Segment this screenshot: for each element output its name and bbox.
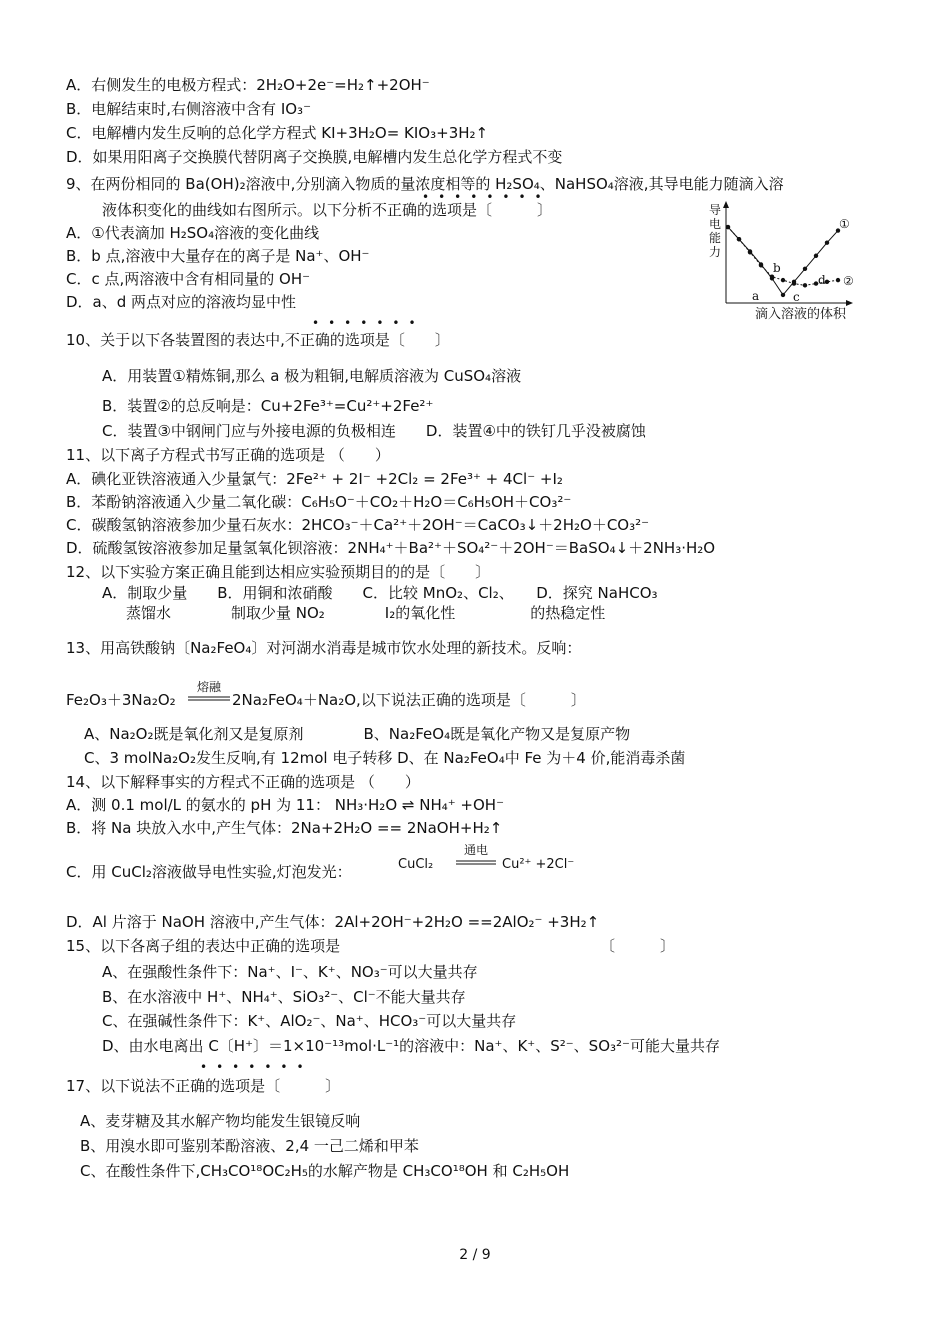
chart-ylabel-2: 电 [709, 217, 722, 231]
chart-series-2-point [781, 278, 785, 282]
q15-answer-bracket: 〔 〕 [600, 937, 676, 955]
chart-ylabel-4: 力 [709, 245, 722, 259]
q17-option-b: B、用溴水即可鉴别苯酚溶液、2,4 一己二烯和甲苯 [80, 1137, 419, 1155]
q11-option-c: C．碳酸氢钠溶液参加少量石灰水：2HCO₃⁻＋Ca²⁺＋2OH⁻＝CaCO₃↓＋2H₂O＋CO₃²⁻ [66, 516, 650, 534]
electrify-condition: 通电 [463, 843, 488, 857]
q17-option-c: C、在酸性条件下,CH₃CO¹⁸OC₂H₅的水解产物是 CH₃CO¹⁸OH 和 C₂H₅OH [80, 1162, 570, 1180]
q14-c-products: Cu²⁺ +2Cl⁻ [502, 857, 575, 872]
q17-option-a: A、麦芽糖及其水解产物均能发生银镜反响 [80, 1112, 361, 1130]
chart-series-2-point [748, 250, 752, 254]
equals-sign-icon [188, 696, 230, 702]
chart-xlabel: 滴入溶液的体积 [755, 307, 847, 322]
page-number: 2 / 9 [459, 1247, 491, 1263]
chart-series-2-point [737, 237, 741, 241]
q11-stem: 11、以下离子方程式书写正确的选项是 （ ） [66, 446, 390, 464]
fusion-condition: 熔融 [196, 680, 221, 694]
q9-option-c: C．c 点,两溶液中含有相同量的 OH⁻ [66, 270, 311, 288]
q10-option-a: A．用装置①精炼铜,那么 a 极为粗铜,电解质溶液为 CuSO₄溶液 [102, 367, 522, 385]
q15-option-a: A、在强酸性条件下：Na⁺、I⁻、K⁺、NO₃⁻可以大量共存 [102, 963, 478, 981]
chart-series-2-point [726, 225, 730, 229]
q10-option-b: B．装置②的总反响是：Cu+2Fe³⁺=Cu²⁺+2Fe²⁺ [102, 397, 434, 415]
chart-ylabel-3: 能 [709, 231, 722, 245]
q17-stem: 17、以下说法不正确的选项是〔 〕 [66, 1077, 341, 1095]
chart-annotation-a: a [752, 289, 760, 303]
equals-sign-icon [456, 860, 496, 866]
chart-series-1-point [825, 241, 829, 245]
q9-option-d: D．a、d 两点对应的溶液均显中性 [66, 293, 297, 311]
q12-options-row2: 蒸馏水 制取少量 NO₂ I₂的氧化性 的热稳定性 [126, 604, 606, 622]
chart-series-2-point [803, 283, 807, 287]
q9-option-a: A．①代表滴加 H₂SO₄溶液的变化曲线 [66, 224, 320, 242]
chart-annotation-b: b [773, 261, 781, 275]
q9-stem: 9、在两份相同的 Ba(OH)₂溶液中,分别滴入物质的量浓度相等的 H₂SO₄、NaHSO₄溶液,其导电能力随滴入溶 [66, 175, 784, 193]
emphasis-dots-q10: ••••••• [312, 316, 425, 330]
chart-series-2-point [836, 278, 840, 282]
chart-series-2-label: ② [843, 274, 854, 288]
q15-option-d: D、由水电离出 C〔H⁺〕＝1×10⁻¹³mol·L⁻¹的溶液中：Na⁺、K⁺、S²⁻、SO₃²⁻可能大量共存 [102, 1037, 720, 1055]
q13-option-ab: A、Na₂O₂既是氧化剂又是复原剂 B、Na₂FeO₄既是氧化产物又是复原产物 [84, 725, 631, 743]
q14-option-a: A．测 0.1 mol/L 的氨水的 pH 为 11： NH₃·H₂O ⇌ NH₄⁺ +OH⁻ [66, 796, 505, 814]
chart-annotation-c: c [793, 290, 800, 304]
emphasis-dots-q9: •••••••• [422, 190, 551, 204]
q10-stem: 10、关于以下各装置图的表达中,不正确的选项是〔 〕 [66, 331, 450, 349]
q13-stem: 13、用高铁酸钠〔Na₂FeO₄〕对河湖水消毒是城市饮水处理的新技术。反响： [66, 639, 582, 657]
q11-option-a: A．碘化亚铁溶液通入少量氯气：2Fe²⁺ + 2I⁻ +2Cl₂ = 2Fe³⁺ + 4Cl⁻ +I₂ [66, 470, 563, 488]
q8-option-b: B．电解结束时,右侧溶液中含有 IO₃⁻ [66, 100, 311, 118]
q9-stem-cont: 液体积变化的曲线如右图所示。以下分析不正确的选项是〔 〕 [102, 201, 553, 219]
q13-option-cd: C、3 molNa₂O₂发生反响,有 12mol 电子转移 D、在 Na₂FeO₄中 Fe 为＋4 价,能消毒杀菌 [84, 749, 686, 767]
q11-option-d: D．硫酸氢铵溶液参加足量氢氧化钡溶液：2NH₄⁺＋Ba²⁺＋SO₄²⁻＋2OH⁻＝BaSO₄↓＋2NH₃·H₂O [66, 539, 716, 557]
q12-stem: 12、以下实验方案正确且能到达相应实验预期目的的是〔 〕 [66, 563, 491, 581]
q13-reaction-left: Fe₂O₃＋3Na₂O₂ [66, 691, 176, 709]
chart-series-2-point [759, 263, 763, 267]
q15-option-b: B、在水溶液中 H⁺、NH₄⁺、SiO₃²⁻、Cl⁻不能大量共存 [102, 988, 466, 1006]
q10-option-cd: C．装置③中钢闸门应与外接电源的负极相连 D．装置④中的铁钉几乎没被腐蚀 [102, 422, 646, 440]
q9-option-b: B．b 点,溶液中大量存在的离子是 Na⁺、OH⁻ [66, 247, 370, 265]
q15-option-c: C、在强碱性条件下：K⁺、AlO₂⁻、Na⁺、HCO₃⁻可以大量共存 [102, 1012, 517, 1030]
q12-options-row1: A．制取少量 B．用铜和浓硝酸 C．比较 MnO₂、Cl₂、 D．探究 NaHCO₃ [102, 584, 658, 602]
chart-series-1-point [814, 254, 818, 258]
chart-ylabel-1: 导 [709, 203, 722, 217]
chart-series-1-point [803, 267, 807, 271]
chart-series-2-point [770, 274, 774, 278]
q13-reaction-right: 2Na₂FeO₄＋Na₂O,以下说法正确的选项是〔 〕 [232, 691, 586, 709]
chart-series-2-point [792, 281, 796, 285]
chart-series-1-label: ① [839, 217, 850, 231]
q14-c-reactant: CuCl₂ [398, 857, 434, 872]
q14-option-c: C．用 CuCl₂溶液做导电性实验,灯泡发光： [66, 863, 352, 881]
chart-series-1-point [781, 293, 785, 297]
q11-option-b: B．苯酚钠溶液通入少量二氧化碳：C₆H₅O⁻＋CO₂＋H₂O＝C₆H₅OH＋CO₃²⁻ [66, 493, 572, 511]
q14-stem: 14、以下解释事实的方程式不正确的选项是 （ ） [66, 773, 420, 791]
q14-option-b: B．将 Na 块放入水中,产生气体：2Na+2H₂O == 2NaOH+H₂↑ [66, 819, 503, 837]
emphasis-dots-q17: ••••••• [200, 1060, 313, 1074]
q8-option-c: C．电解槽内发生反响的总化学方程式 KI+3H₂O= KIO₃+3H₂↑ [66, 124, 489, 142]
q15-stem: 15、以下各离子组的表达中正确的选项是 [66, 937, 341, 955]
chart-annotation-d: d [818, 273, 826, 287]
q8-option-a: A．右侧发生的电极方程式：2H₂O+2e⁻=H₂↑+2OH⁻ [66, 76, 430, 94]
q8-option-d: D．如果用阳离子交换膜代替阴离子交换膜,电解槽内发生总化学方程式不变 [66, 148, 563, 166]
q14-option-d: D．Al 片溶于 NaOH 溶液中,产生气体：2Al+2OH⁻+2H₂O ==2AlO₂⁻ +3H₂↑ [66, 913, 600, 931]
